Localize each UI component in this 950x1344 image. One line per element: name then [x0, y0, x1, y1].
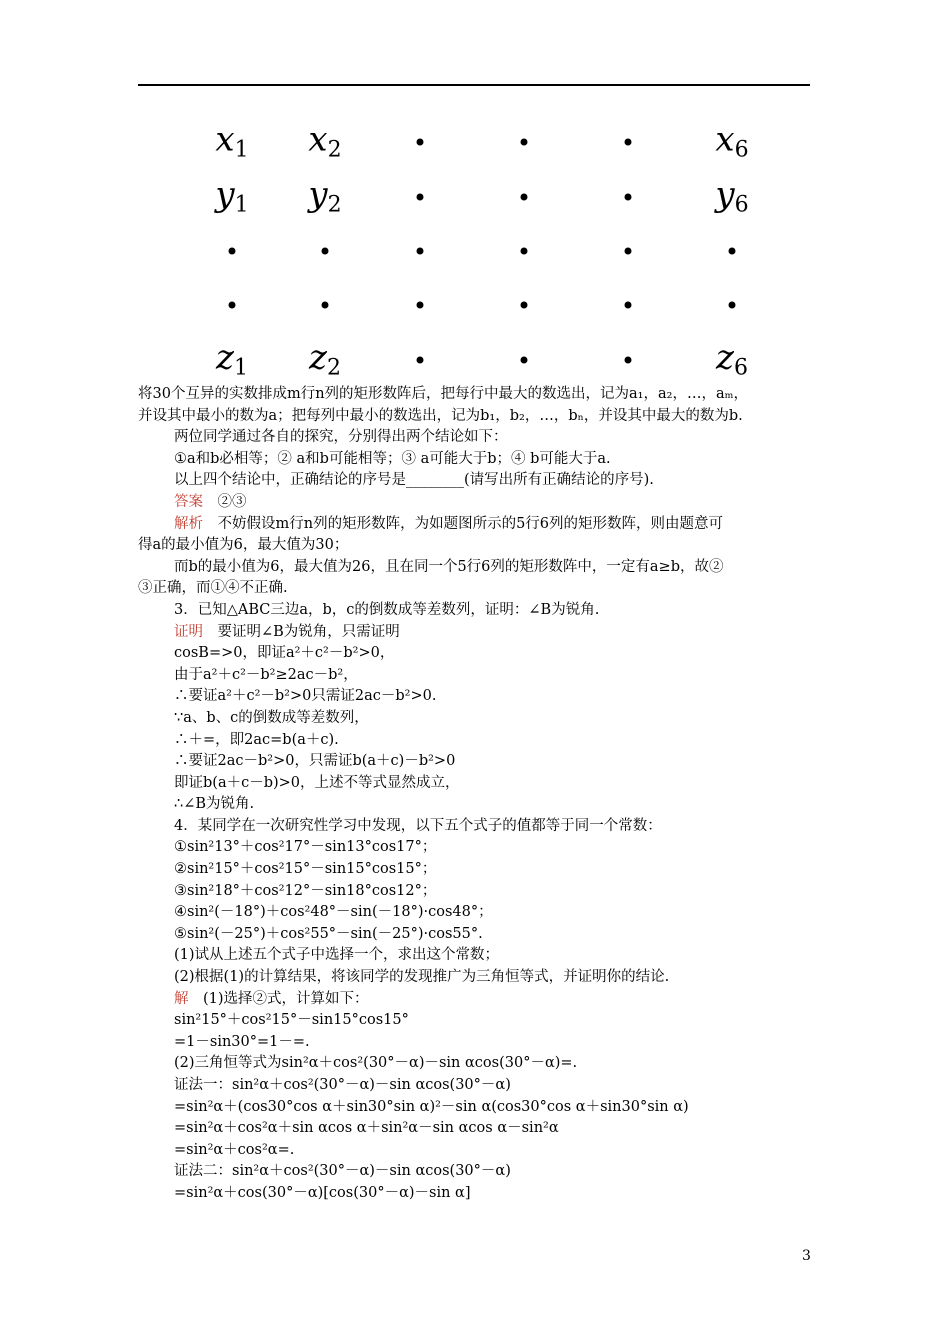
- line-text: ∴要证2ac－b²>0，只需证b(a＋c)－b²>0: [174, 753, 456, 770]
- matrix-entry: $x_6$: [715, 119, 749, 163]
- text-line: [138, 600, 818, 622]
- section-label: 答案: [174, 493, 203, 510]
- document-body: [138, 384, 818, 1205]
- matrix-dot: [521, 194, 528, 201]
- text-line: [138, 967, 818, 989]
- text-line: [138, 708, 818, 730]
- text-line: [138, 643, 818, 665]
- line-text: ∴要证a²＋c²－b²>0只需证2ac－b²>0.: [174, 688, 437, 705]
- line-text: ∵a、b、c的倒数成等差数列，: [174, 709, 369, 726]
- section-label: 解: [174, 990, 189, 1007]
- matrix-dot: [229, 248, 236, 255]
- line-text: 3．已知△ABC三边a，b，c的倒数成等差数列，证明：∠B为锐角.: [174, 601, 600, 618]
- text-line: [138, 622, 818, 644]
- matrix-entry: $y_6$: [715, 174, 749, 218]
- text-line: [138, 686, 818, 708]
- text-line: [138, 406, 818, 428]
- matrix-dot: [625, 194, 632, 201]
- text-line: [138, 794, 818, 816]
- line-text: (1)选择②式，计算如下：: [188, 990, 369, 1007]
- text-line: [138, 578, 818, 600]
- line-text: 并设其中最小的数为a；把每列中最小的数选出，记为b₁，b₂，…，bₙ，并设其中最大的数为b.: [138, 407, 743, 424]
- matrix-dot: [417, 139, 424, 146]
- line-text: ③sin²18°＋cos²12°－sin18°cos12°；: [174, 882, 437, 899]
- matrix-dot: [729, 302, 736, 309]
- text-line: [138, 989, 818, 1011]
- matrix-dot: [521, 302, 528, 309]
- text-line: [138, 1140, 818, 1162]
- text-line: [138, 1183, 818, 1205]
- line-text: 不妨假设m行n列的矩形数阵，为如题图所示的5行6列的矩形数阵，则由题意可: [203, 515, 724, 532]
- line-text: 将30个互异的实数排成m行n列的矩形数阵后，把每行中最大的数选出，记为a₁，a₂，…，aₘ，: [138, 386, 748, 402]
- text-line: [138, 514, 818, 536]
- text-line: [138, 1010, 818, 1032]
- text-line: [138, 470, 818, 492]
- matrix-dot: [417, 302, 424, 309]
- text-line: [138, 859, 818, 881]
- line-text: ∴∠B为锐角.: [174, 796, 255, 813]
- section-label: 证明: [174, 623, 203, 640]
- line-text: ②③: [203, 493, 247, 510]
- text-line: [138, 1118, 818, 1140]
- line-text: =sin²α＋(cos30°cos α＋sin30°sin α)²－sin α(cos30°cos α＋sin30°sin α): [174, 1098, 689, 1115]
- line-text: ⑤sin²(－25°)＋cos²55°－sin(－25°)·cos55°.: [174, 925, 483, 942]
- text-line: [138, 1053, 818, 1075]
- matrix-dot: [417, 357, 424, 364]
- matrix-dot: [322, 248, 329, 255]
- line-text: 要证明∠B为锐角，只需证明: [203, 623, 400, 640]
- line-text: =sin²α＋cos²α＋sin αcos α＋sin²α－sin αcos α－sin²α: [174, 1120, 559, 1137]
- text-line: [138, 837, 818, 859]
- line-text: =sin²α＋cos(30°－α)[cos(30°－α)－sin α]: [174, 1184, 471, 1201]
- line-text: ④sin²(－18°)＋cos²48°－sin(－18°)·cos48°；: [174, 904, 493, 921]
- line-text: 即证b(a＋c－b)>0，上述不等式显然成立，: [174, 774, 460, 791]
- matrix-dot: [229, 302, 236, 309]
- text-line: [138, 773, 818, 795]
- matrix-dot: [417, 248, 424, 255]
- line-text: (1)试从上述五个式子中选择一个，求出这个常数；: [174, 947, 500, 964]
- line-text: 由于a²＋c²－b²≥2ac－b²，: [174, 666, 358, 683]
- text-line: [138, 384, 818, 406]
- text-line: [138, 881, 818, 903]
- line-text: 两位同学通过各自的探究，分别得出两个结论如下：: [174, 429, 508, 446]
- matrix-dot: [322, 302, 329, 309]
- line-text: ②sin²15°＋cos²15°－sin15°cos15°；: [174, 861, 437, 878]
- line-text: sin²15°＋cos²15°－sin15°cos15°: [174, 1012, 409, 1029]
- line-text: 证法二：sin²α＋cos²(30°－α)－sin αcos(30°－α): [174, 1163, 511, 1180]
- matrix-entry: $y_2$: [308, 174, 342, 218]
- matrix-dot: [729, 248, 736, 255]
- text-line: [138, 492, 818, 514]
- line-text: (2)三角恒等式为sin²α＋cos²(30°－α)－sin αcos(30°－α)=.: [174, 1055, 578, 1072]
- matrix-dot: [625, 248, 632, 255]
- matrix-entry: $y_1$: [215, 174, 249, 218]
- matrix-entry: $x_1$: [215, 119, 249, 163]
- line-text: ∴＋=，即2ac=b(a＋c).: [174, 731, 339, 748]
- matrix-dot: [417, 194, 424, 201]
- line-text: 而b的最小值为6，最大值为26，且在同一个5行6列的矩形数阵中，一定有a≥b，故②: [174, 558, 724, 575]
- section-label: 解析: [174, 515, 203, 532]
- number-matrix-figure: [190, 118, 770, 380]
- line-text: ①sin²13°＋cos²17°－sin13°cos17°；: [174, 839, 437, 856]
- matrix-dot: [625, 357, 632, 364]
- line-text: 4．某同学在一次研究性学习中发现，以下五个式子的值都等于同一个常数：: [174, 817, 662, 834]
- matrix-entry: $x_2$: [308, 119, 342, 163]
- matrix-entry: $z_2$: [309, 337, 341, 381]
- text-line: [138, 730, 818, 752]
- text-line: [138, 449, 818, 471]
- text-line: [138, 924, 818, 946]
- text-line: [138, 535, 818, 557]
- page-number: 3: [802, 1248, 811, 1264]
- line-text: 证法一：sin²α＋cos²(30°－α)－sin αcos(30°－α): [174, 1077, 511, 1093]
- text-line: [138, 665, 818, 687]
- matrix-dot: [521, 248, 528, 255]
- text-line: [138, 816, 818, 838]
- text-line: [138, 427, 818, 449]
- text-line: [138, 1075, 818, 1097]
- text-line: [138, 1161, 818, 1183]
- matrix-dot: [521, 139, 528, 146]
- text-line: [138, 1032, 818, 1054]
- text-line: [138, 1097, 818, 1119]
- text-line: [138, 945, 818, 967]
- header-rule: [138, 84, 810, 86]
- line-text: ①a和b必相等；② a和b可能相等；③ a可能大于b；④ b可能大于a.: [174, 450, 611, 467]
- text-line: [138, 902, 818, 924]
- line-text: ③正确，而①④不正确.: [138, 580, 288, 597]
- matrix-dot: [625, 139, 632, 146]
- matrix-entry: $z_6$: [716, 337, 748, 381]
- line-text: (2)根据(1)的计算结果，将该同学的发现推广为三角恒等式，并证明你的结论.: [174, 969, 670, 986]
- text-line: [138, 557, 818, 579]
- line-text: =sin²α＋cos²α=.: [174, 1141, 295, 1158]
- text-line: [138, 751, 818, 773]
- matrix-dot: [625, 302, 632, 309]
- matrix-dot: [521, 357, 528, 364]
- line-text: 以上四个结论中，正确结论的序号是________(请写出所有正确结论的序号).: [174, 472, 654, 489]
- matrix-entry: $z_1$: [216, 337, 248, 381]
- line-text: cosB=>0，即证a²＋c²－b²>0，: [174, 645, 395, 662]
- line-text: =1－sin30°=1－=.: [174, 1033, 310, 1050]
- line-text: 得a的最小值为6，最大值为30；: [138, 537, 349, 554]
